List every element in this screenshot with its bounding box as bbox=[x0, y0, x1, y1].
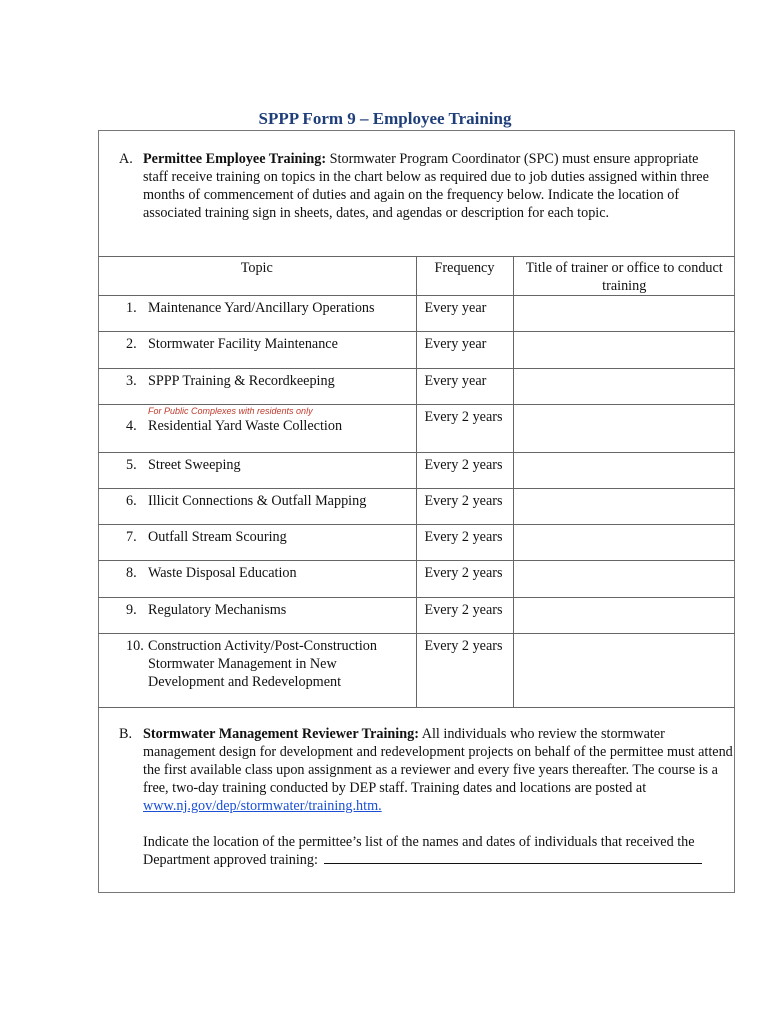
row-trainer-field[interactable] bbox=[513, 634, 735, 708]
row-trainer-field[interactable] bbox=[513, 561, 735, 598]
row-topic: Street Sweeping bbox=[148, 457, 241, 473]
table-row bbox=[98, 405, 735, 453]
row-number: 2. bbox=[126, 336, 137, 352]
table-row bbox=[98, 561, 735, 598]
row-number: 8. bbox=[126, 565, 137, 581]
training-table bbox=[98, 256, 735, 708]
table-row bbox=[98, 369, 735, 405]
row-number: 4. bbox=[126, 418, 137, 434]
row-frequency: Every 2 years bbox=[416, 634, 513, 708]
row-trainer-field[interactable] bbox=[513, 296, 735, 332]
row-topic: Regulatory Mechanisms bbox=[148, 602, 287, 618]
row-number: 3. bbox=[126, 373, 137, 389]
row-trainer-field[interactable] bbox=[513, 369, 735, 405]
training-link[interactable]: www.nj.gov/dep/stormwater/training.htm. bbox=[143, 798, 382, 814]
row-trainer-field[interactable] bbox=[513, 598, 735, 634]
row-topic: Construction Activity/Post-Construction Stormwater Management in New Development and Redevelopment bbox=[148, 638, 377, 690]
table-header-row bbox=[98, 257, 735, 296]
row-number: 9. bbox=[126, 602, 137, 618]
row-trainer-field[interactable] bbox=[513, 489, 735, 525]
row-frequency: Every 2 years bbox=[416, 453, 513, 489]
row-topic: Waste Disposal Education bbox=[148, 565, 297, 581]
row-trainer-field[interactable] bbox=[513, 525, 735, 561]
row-topic: SPPP Training & Recordkeeping bbox=[148, 373, 335, 389]
table-row bbox=[98, 296, 735, 332]
form-container bbox=[98, 130, 735, 893]
row-topic: Stormwater Facility Maintenance bbox=[148, 336, 338, 352]
header-frequency: Frequency bbox=[416, 257, 513, 296]
row-number: 5. bbox=[126, 457, 137, 473]
row-topic: Residential Yard Waste Collection bbox=[148, 418, 343, 434]
row-trainer-field[interactable] bbox=[513, 453, 735, 489]
row-topic: Illicit Connections & Outfall Mapping bbox=[148, 493, 367, 509]
row-frequency: Every 2 years bbox=[416, 489, 513, 525]
header-topic: Topic bbox=[98, 257, 416, 296]
row-topic: Outfall Stream Scouring bbox=[148, 529, 287, 545]
row-frequency: Every year bbox=[416, 332, 513, 369]
row-frequency: Every 2 years bbox=[416, 405, 513, 453]
row-number: 7. bbox=[126, 529, 137, 545]
section-a-marker: A. bbox=[119, 151, 133, 167]
section-b-heading: Stormwater Management Reviewer Training: bbox=[143, 726, 419, 742]
row-trainer-field[interactable] bbox=[513, 332, 735, 369]
row-frequency: Every 2 years bbox=[416, 561, 513, 598]
row-frequency: Every year bbox=[416, 369, 513, 405]
page-title: SPPP Form 9 – Employee Training bbox=[258, 109, 512, 128]
row-topic: Maintenance Yard/Ancillary Operations bbox=[148, 300, 375, 316]
section-a bbox=[119, 150, 719, 222]
table-row bbox=[98, 598, 735, 634]
row-frequency: Every year bbox=[416, 296, 513, 332]
row-trainer-field[interactable] bbox=[513, 405, 735, 453]
section-a-heading: Permittee Employee Training: bbox=[143, 151, 327, 167]
row-frequency: Every 2 years bbox=[416, 598, 513, 634]
row-number: 10. bbox=[126, 638, 144, 654]
row-frequency: Every 2 years bbox=[416, 525, 513, 561]
table-row bbox=[98, 634, 735, 708]
table-row bbox=[98, 453, 735, 489]
table-row bbox=[98, 332, 735, 369]
header-trainer: Title of trainer or office to conduct training bbox=[513, 257, 735, 296]
table-row bbox=[98, 525, 735, 561]
section-b-body: All individuals who review the stormwater management design for development and redevelopment projects on behalf of the permittee must attend the first available class upon assignment as a reviewer and every five years thereafter. The course is a free, two-day training conducted by DEP staff. Training dates and locations are posted at bbox=[143, 726, 733, 796]
row-number: 1. bbox=[126, 300, 137, 316]
section-a-body: Stormwater Program Coordinator (SPC) must ensure appropriate staff receive training on topics in the chart below as required due to job duties assigned within three months of commencement of duties and again on the frequency below. Indicate the location of associated training sign in sheets, dates, and agendas or description for each topic. bbox=[143, 151, 709, 221]
table-row bbox=[98, 489, 735, 525]
row-note: For Public Complexes with residents only bbox=[148, 406, 313, 416]
location-blank-line[interactable] bbox=[324, 851, 702, 864]
section-b-indicate: Indicate the location of the permittee’s list of the names and dates of individuals that received the Department approved training: bbox=[143, 834, 695, 868]
section-b bbox=[119, 725, 739, 869]
section-b-marker: B. bbox=[119, 726, 133, 742]
row-number: 6. bbox=[126, 493, 137, 509]
